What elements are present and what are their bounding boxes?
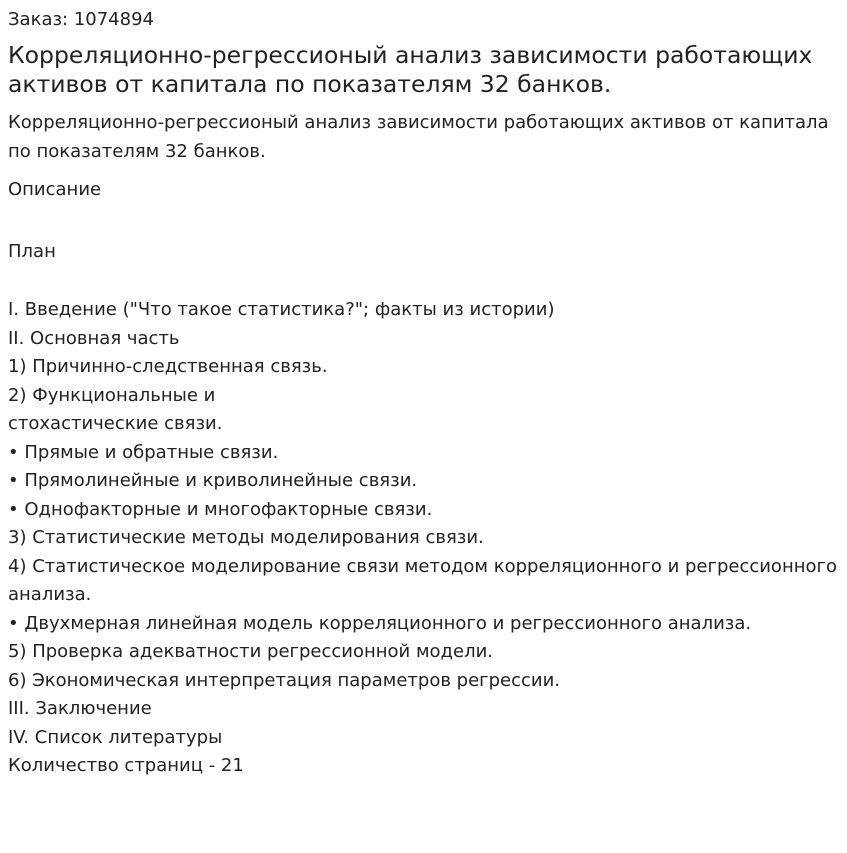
plan-item: II. Основная часть	[8, 327, 180, 349]
plan-item: III. Заключение	[8, 698, 152, 719]
description-heading: Описание	[8, 179, 102, 200]
plan-item: 3) Статистические методы моделирования связи.	[8, 527, 484, 548]
plan-item: 2) Функциональные и	[8, 384, 216, 406]
plan-item: IV. Список литературы	[8, 726, 223, 748]
plan-item: 4) Статистическое моделирование связи методом корреляционного и регрессионного анализа.	[8, 555, 837, 605]
plan-item: • Однофакторные и многофакторные связи.	[8, 498, 433, 520]
plan-item: 6) Экономическая интерпретация параметров регрессии.	[8, 669, 561, 691]
plan-item: стохастические связи.	[8, 413, 223, 434]
plan-item: 5) Проверка адекватности регрессионной модели.	[8, 641, 493, 662]
page-title: Корреляционно-регрессионый анализ зависимости работающих активов от капитала по показателям 32 банков.	[8, 41, 813, 98]
plan-list	[8, 296, 839, 781]
plan-heading: План	[8, 241, 56, 262]
order-number: Заказ: 1074894	[8, 9, 154, 30]
plan-item: • Прямые и обратные связи.	[8, 441, 279, 463]
plan-item: • Двухмерная линейная модель корреляционного и регрессионного анализа.	[8, 612, 752, 634]
plan-item: 1) Причинно-следственная связь.	[8, 356, 328, 377]
page-count: Количество страниц - 21	[8, 755, 244, 776]
plan-item: I. Введение ("Что такое статистика?"; факты из истории)	[8, 299, 555, 320]
lead-paragraph: Корреляционно-регрессионый анализ зависимости работающих активов от капитала по показателям 32 банков.	[8, 112, 829, 162]
plan-item: • Прямолинейные и криволинейные связи.	[8, 470, 418, 491]
